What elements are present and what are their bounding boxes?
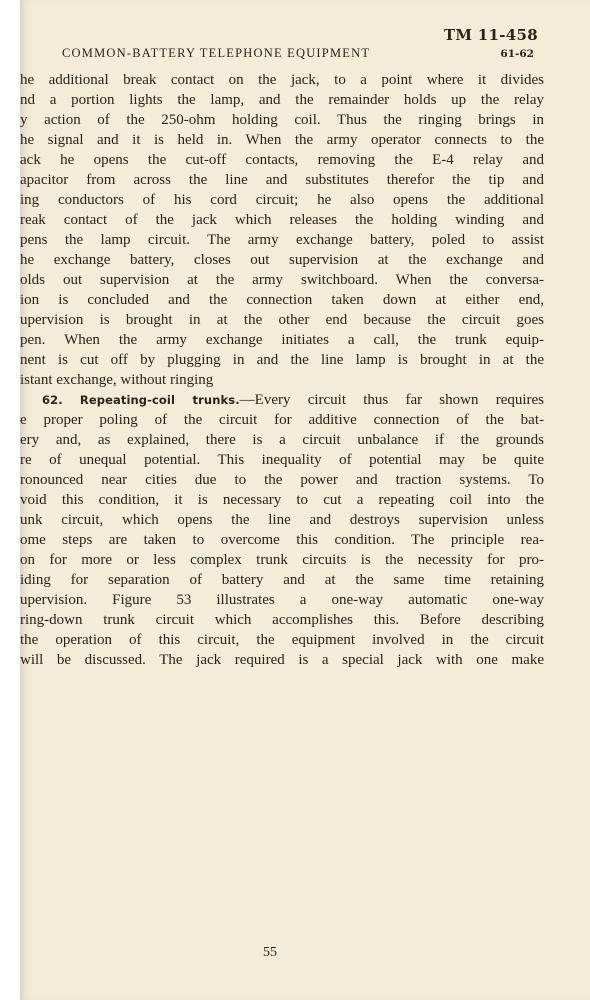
text-line: istant exchange, without ringing [20, 372, 214, 388]
paragraph-number: 62. [42, 393, 63, 407]
text-line: ack he opens the cut-off contacts, removing the E-4 relay and [20, 152, 544, 168]
section-range: 61-62 [500, 48, 534, 60]
paragraph-62-first-line-rest: —Every circuit thus far shown requires [239, 392, 544, 408]
text-line: ery and, as explained, there is a circuit unbalance if the grounds [20, 432, 544, 448]
text-line: he exchange battery, closes out supervision at the exchange and [20, 252, 544, 268]
text-line: on for more or less complex trunk circuits is the necessity for pro- [20, 552, 544, 568]
paragraph-heading: Repeating-coil trunks. [79, 393, 240, 407]
text-line: pens the lamp circuit. The army exchange battery, poled to assist [20, 232, 544, 248]
text-line: iding for separation of battery and at the same time retaining [20, 572, 544, 588]
text-line: olds out supervision at the army switchboard. When the conversa- [20, 272, 544, 288]
paragraph-61-continuation [20, 70, 544, 390]
paragraph-62 [20, 390, 544, 670]
book-page [20, 0, 590, 1000]
text-line: apacitor from across the line and substitutes therefor the tip and [20, 172, 544, 188]
running-title: COMMON-BATTERY TELEPHONE EQUIPMENT [62, 46, 371, 60]
text-line: void this condition, it is necessary to cut a repeating coil into the [20, 492, 544, 508]
text-line: re of unequal potential. This inequality of potential may be quite [20, 452, 544, 468]
text-line: nd a portion lights the lamp, and the remainder holds up the relay [20, 92, 544, 108]
text-line: pen. When the army exchange initiates a call, the trunk equip- [20, 332, 544, 348]
text-line: the operation of this circuit, the equipment involved in the circuit [20, 632, 544, 648]
text-line: he signal and it is held in. When the army operator connects to the [20, 132, 544, 148]
text-line: upervision is brought in at the other end because the circuit goes [20, 312, 544, 328]
text-line: upervision. Figure 53 illustrates a one-way automatic one-way [20, 592, 544, 608]
paragraph-62-first-line [20, 390, 544, 410]
text-line: reak contact of the jack which releases the holding winding and [20, 212, 544, 228]
text-line: y action of the 250-ohm holding coil. Thus the ringing brings in [20, 112, 544, 128]
body-text [20, 70, 544, 670]
text-line: ronounced near cities due to the power and traction systems. To [20, 472, 544, 488]
text-line: he additional break contact on the jack, to a point where it divides [20, 72, 544, 88]
text-line: ring-down trunk circuit which accomplishes this. Before describing [20, 612, 544, 628]
text-line: unk circuit, which opens the line and destroys supervision unless [20, 512, 544, 528]
page-number: 55 [263, 945, 277, 960]
text-line: nent is cut off by plugging in and the line lamp is brought in at the [20, 352, 544, 368]
text-line: ing conductors of his cord circuit; he also opens the additional [20, 192, 544, 208]
text-line: ome steps are taken to overcome this condition. The principle rea- [20, 532, 544, 548]
tm-number: TM 11-458 [443, 26, 538, 44]
text-line: ion is concluded and the connection taken down at either end, [20, 292, 544, 308]
text-line: e proper poling of the circuit for additive connection of the bat- [20, 412, 544, 428]
text-line: will be discussed. The jack required is a special jack with one make [20, 652, 544, 668]
